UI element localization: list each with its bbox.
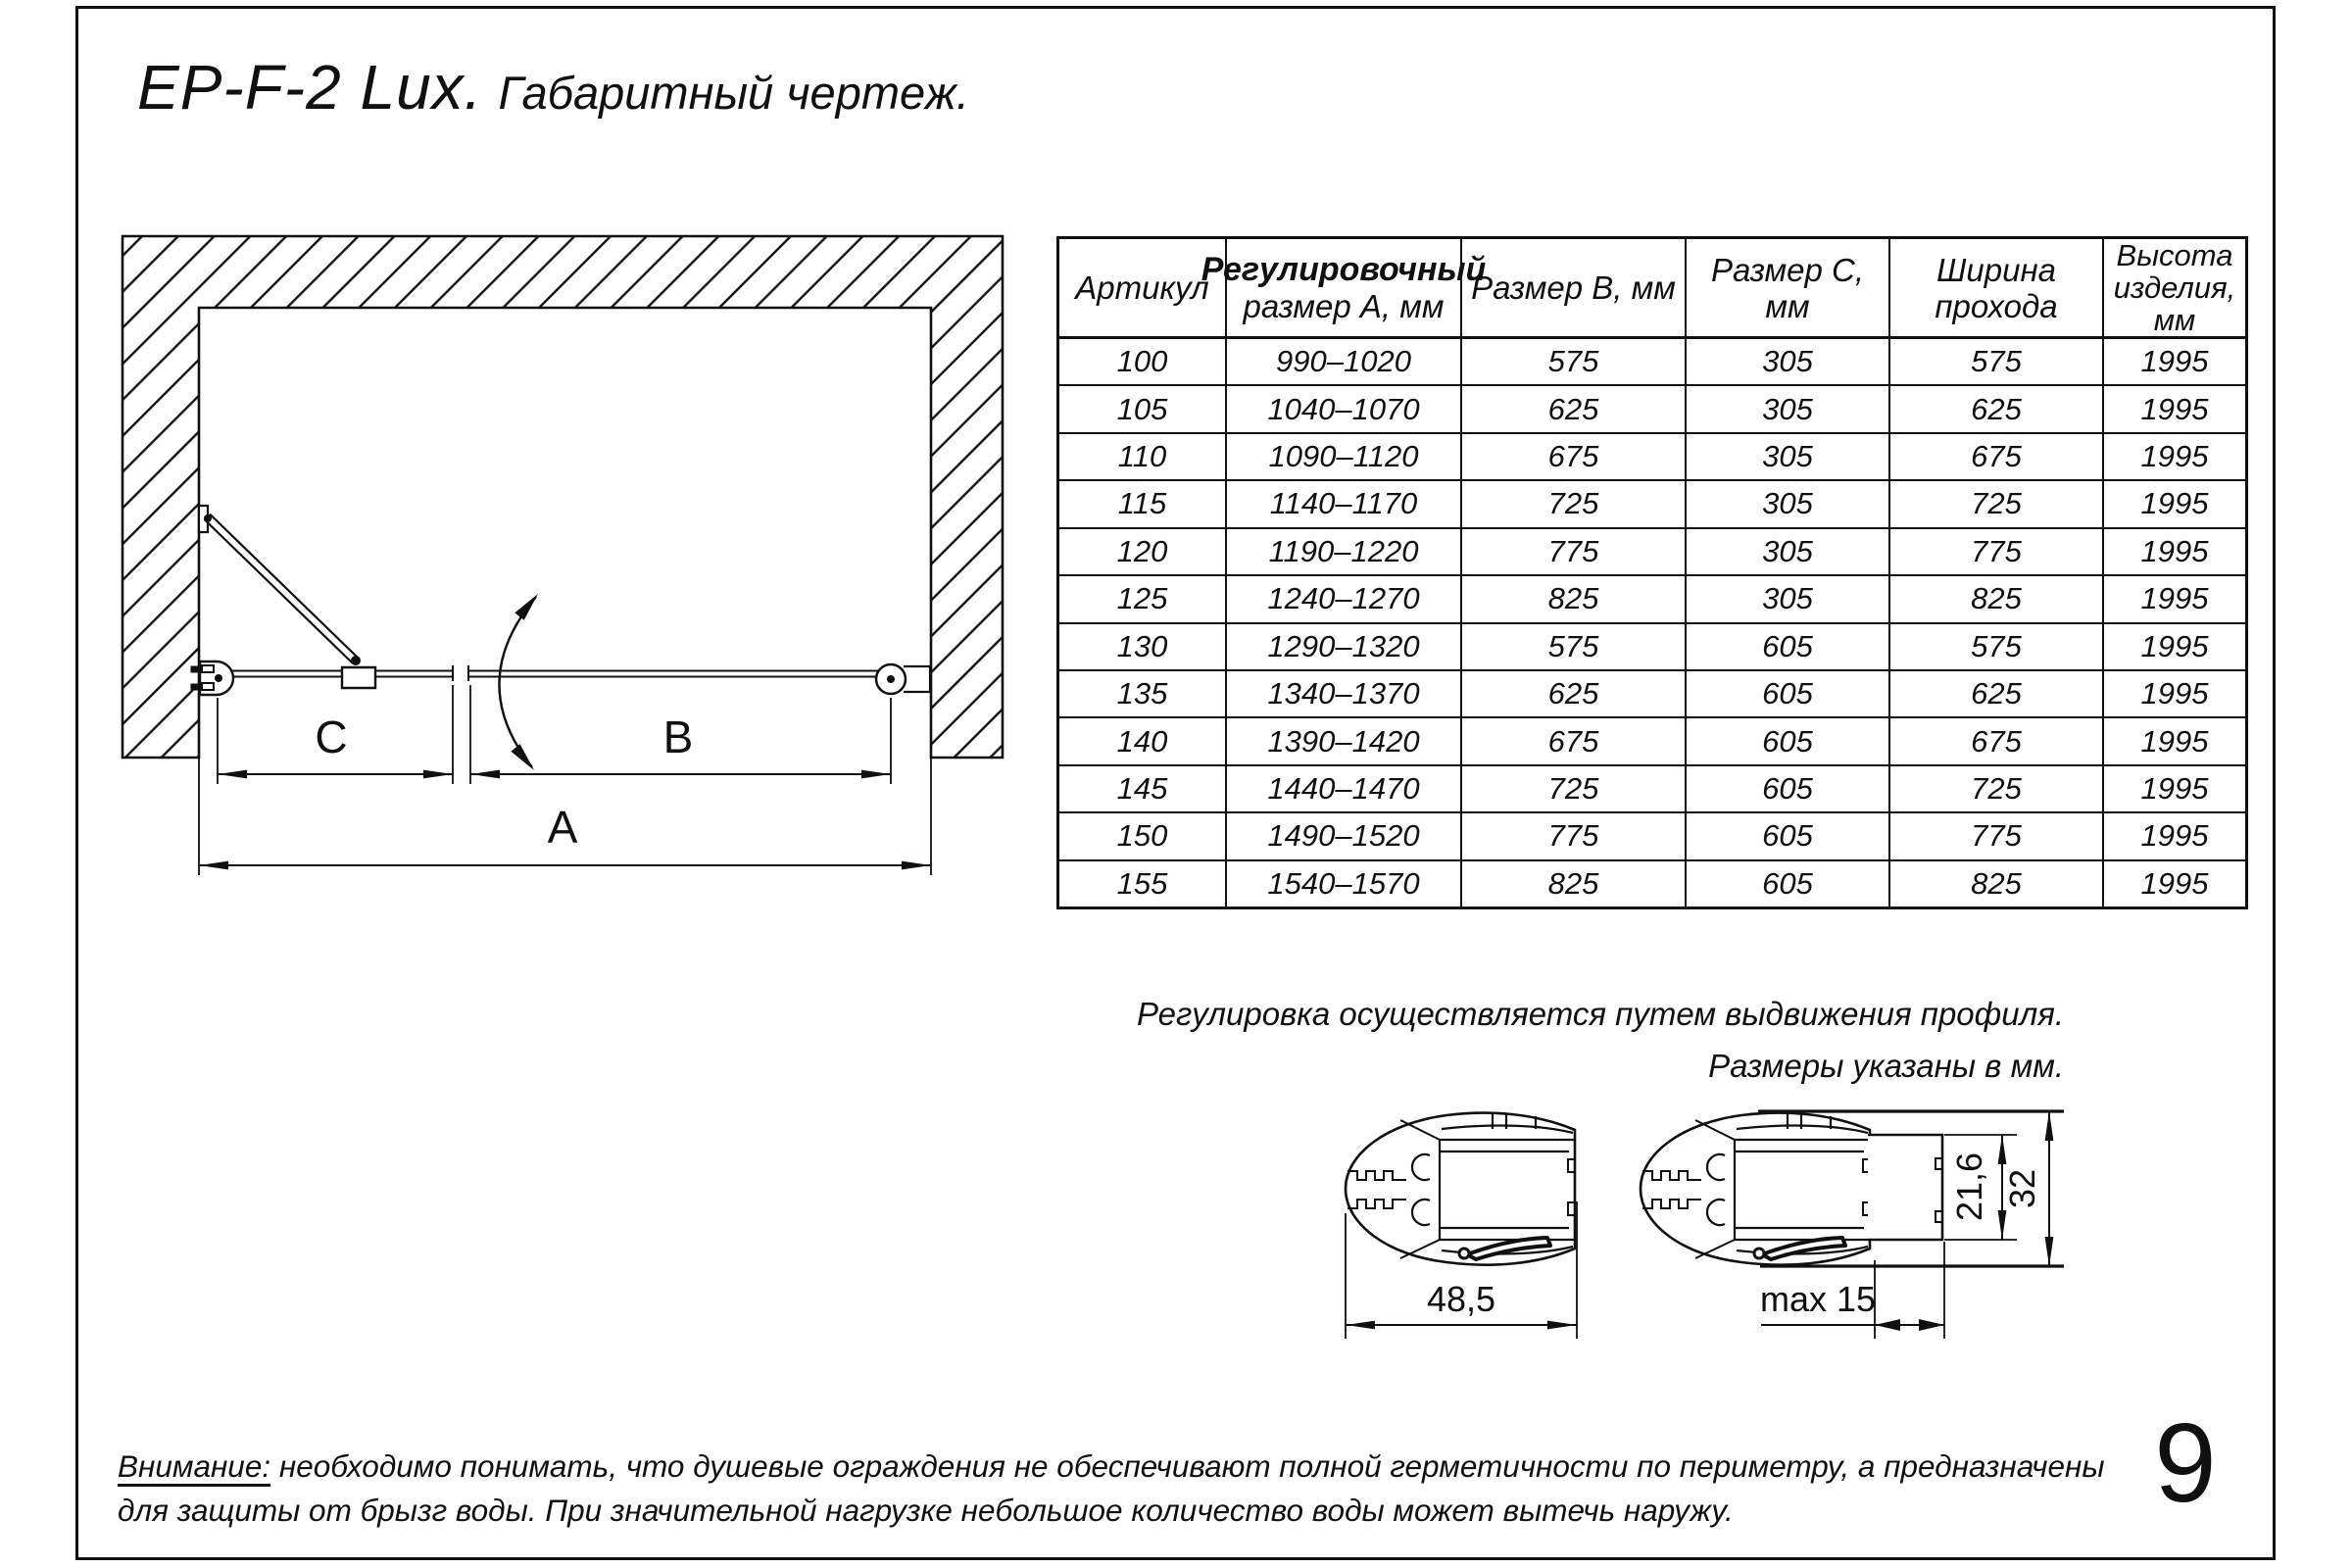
table-cell: 1040–1070 [1227, 386, 1462, 431]
table-cell: 1995 [2140, 344, 2209, 379]
table-cell: 305 [1687, 339, 1890, 384]
door-swing-arrow [499, 594, 538, 770]
table-cell: 825 [1890, 576, 2104, 621]
table-cell: 1340–1370 [1227, 671, 1462, 716]
table-row [1059, 622, 2245, 669]
table-cell: 605 [1687, 861, 1890, 906]
col-header-pass-width: Ширина прохода [1890, 239, 2104, 336]
table-cell: 725 [1462, 766, 1687, 811]
table-cell: 1140–1170 [1227, 481, 1462, 526]
table-cell: 305 [1687, 386, 1890, 431]
table-cell: 825 [1890, 861, 2104, 906]
table-cell: 100 [1059, 339, 1227, 384]
table-cell: 605 [1687, 813, 1890, 858]
table-cell: 305 [1687, 529, 1890, 574]
table-cell: 775 [1890, 813, 2104, 858]
profile-width-label: 48,5 [1426, 1279, 1496, 1319]
table-body [1059, 339, 2245, 906]
table-row [1059, 574, 2245, 621]
col-header-adjustable-size-a: Регулировочный размер А, мм [1227, 239, 1462, 336]
table-cell: 120 [1059, 529, 1227, 574]
table-cell: 1090–1120 [1227, 434, 1462, 479]
table-row [1059, 859, 2245, 906]
table-cell: 675 [1462, 718, 1687, 763]
table-row [1059, 339, 2245, 384]
table-cell: 575 [1890, 339, 2104, 384]
table-row [1059, 432, 2245, 479]
warning-text [118, 1445, 2105, 1533]
table-cell: 130 [1059, 624, 1227, 669]
extended-insert [1868, 1135, 1942, 1240]
note-line-1: Регулировка осуществляется путем выдвижения профиля. [1136, 996, 2064, 1032]
table-cell: 775 [1462, 813, 1687, 858]
table-cell: 1440–1470 [1227, 766, 1462, 811]
col-header-product-height: Высота изделия, мм [2113, 238, 2236, 337]
table-row [1059, 479, 2245, 526]
table-cell: 140 [1059, 718, 1227, 763]
table-cell: 675 [1890, 434, 2104, 479]
table-cell: 725 [1890, 481, 2104, 526]
table-cell: 1995 [2140, 439, 2209, 474]
title-subtitle: Габаритный чертеж. [498, 67, 969, 119]
table-cell: 155 [1059, 861, 1227, 906]
table-row [1059, 716, 2245, 763]
table-header-row [1059, 239, 2245, 339]
table-cell: 145 [1059, 766, 1227, 811]
warning-line-1: Внимание: необходимо понимать, что душевые ограждения не обеспечивают полной герметичности по периметру, а предназначены [118, 1448, 2105, 1484]
table-cell: 1490–1520 [1227, 813, 1462, 858]
dimension-c [218, 685, 453, 784]
table-cell: 305 [1687, 481, 1890, 526]
dim-c-label: C [315, 711, 348, 762]
profile-outer-height-label: 32 [2002, 1168, 2042, 1209]
table-row [1059, 669, 2245, 716]
hinge-right [876, 664, 930, 694]
table-cell: 625 [1462, 671, 1687, 716]
profile-extension-label: max 15 [1759, 1279, 1877, 1319]
table-cell: 605 [1687, 718, 1890, 763]
table-cell: 725 [1462, 481, 1687, 526]
table-cell: 575 [1890, 624, 2104, 669]
table-cell: 605 [1687, 766, 1890, 811]
table-cell: 625 [1890, 671, 2104, 716]
warning-line-2: для защиты от брызг воды. При значительной нагрузке небольшое количество воды может вытечь наружу. [118, 1493, 1734, 1528]
table-cell: 825 [1462, 861, 1687, 906]
warning-label: Внимание: [118, 1448, 271, 1484]
table-cell: 605 [1687, 624, 1890, 669]
table-cell: 725 [1890, 766, 2104, 811]
table-cell: 1995 [2140, 581, 2209, 616]
table-cell: 125 [1059, 576, 1227, 621]
product-name: EP-F-2 Lux. [137, 52, 483, 122]
table-cell: 305 [1687, 576, 1890, 621]
table-cell: 1995 [2140, 486, 2209, 521]
table-cell: 625 [1462, 386, 1687, 431]
table-cell: 1190–1220 [1227, 529, 1462, 574]
adjustment-notes [1137, 988, 2064, 1092]
glass-panels [232, 665, 880, 681]
table-cell: 1290–1320 [1227, 624, 1462, 669]
table-cell: 775 [1890, 529, 2104, 574]
table-cell: 675 [1890, 718, 2104, 763]
col-header-size-b: Размер В, мм [1462, 239, 1687, 336]
table-row [1059, 384, 2245, 431]
dim-b-label: B [662, 711, 694, 762]
table-cell: 150 [1059, 813, 1227, 858]
support-bar [199, 506, 375, 688]
table-cell: 1995 [2140, 723, 2209, 759]
wall-section [122, 236, 1003, 758]
table-cell: 605 [1687, 671, 1890, 716]
table-cell: 1995 [2140, 865, 2209, 901]
table-cell: 575 [1462, 624, 1687, 669]
table-cell: 110 [1059, 434, 1227, 479]
table-cell: 825 [1462, 576, 1687, 621]
table-cell: 1995 [2140, 628, 2209, 663]
table-row [1059, 527, 2245, 574]
table-cell: 135 [1059, 671, 1227, 716]
table-row [1059, 811, 2245, 858]
table-cell: 675 [1462, 434, 1687, 479]
page-number: 9 [2154, 1401, 2217, 1526]
table-cell: 1995 [2140, 676, 2209, 711]
table-cell: 1390–1420 [1227, 718, 1462, 763]
size-table [1056, 236, 2248, 909]
profile-section-left [1346, 1113, 1575, 1265]
table-cell: 625 [1890, 386, 2104, 431]
table-cell: 575 [1462, 339, 1687, 384]
table-cell: 305 [1687, 434, 1890, 479]
dim-a-label: A [547, 802, 578, 853]
note-line-2: Размеры указаны в мм. [1708, 1048, 2064, 1084]
table-cell: 115 [1059, 481, 1227, 526]
table-cell: 1995 [2140, 391, 2209, 426]
table-row [1059, 764, 2245, 811]
table-cell: 1540–1570 [1227, 861, 1462, 906]
table-cell: 775 [1462, 529, 1687, 574]
col-header-size-c: Размер С, мм [1687, 239, 1890, 336]
col-header-artikul: Артикул [1059, 239, 1227, 336]
table-cell: 105 [1059, 386, 1227, 431]
table-cell: 1240–1270 [1227, 576, 1462, 621]
table-cell: 1995 [2140, 771, 2209, 806]
table-cell: 1995 [2140, 533, 2209, 568]
profile-inner-height-label: 21,6 [1949, 1152, 1989, 1222]
table-cell: 1995 [2140, 818, 2209, 854]
table-cell: 990–1020 [1227, 339, 1462, 384]
